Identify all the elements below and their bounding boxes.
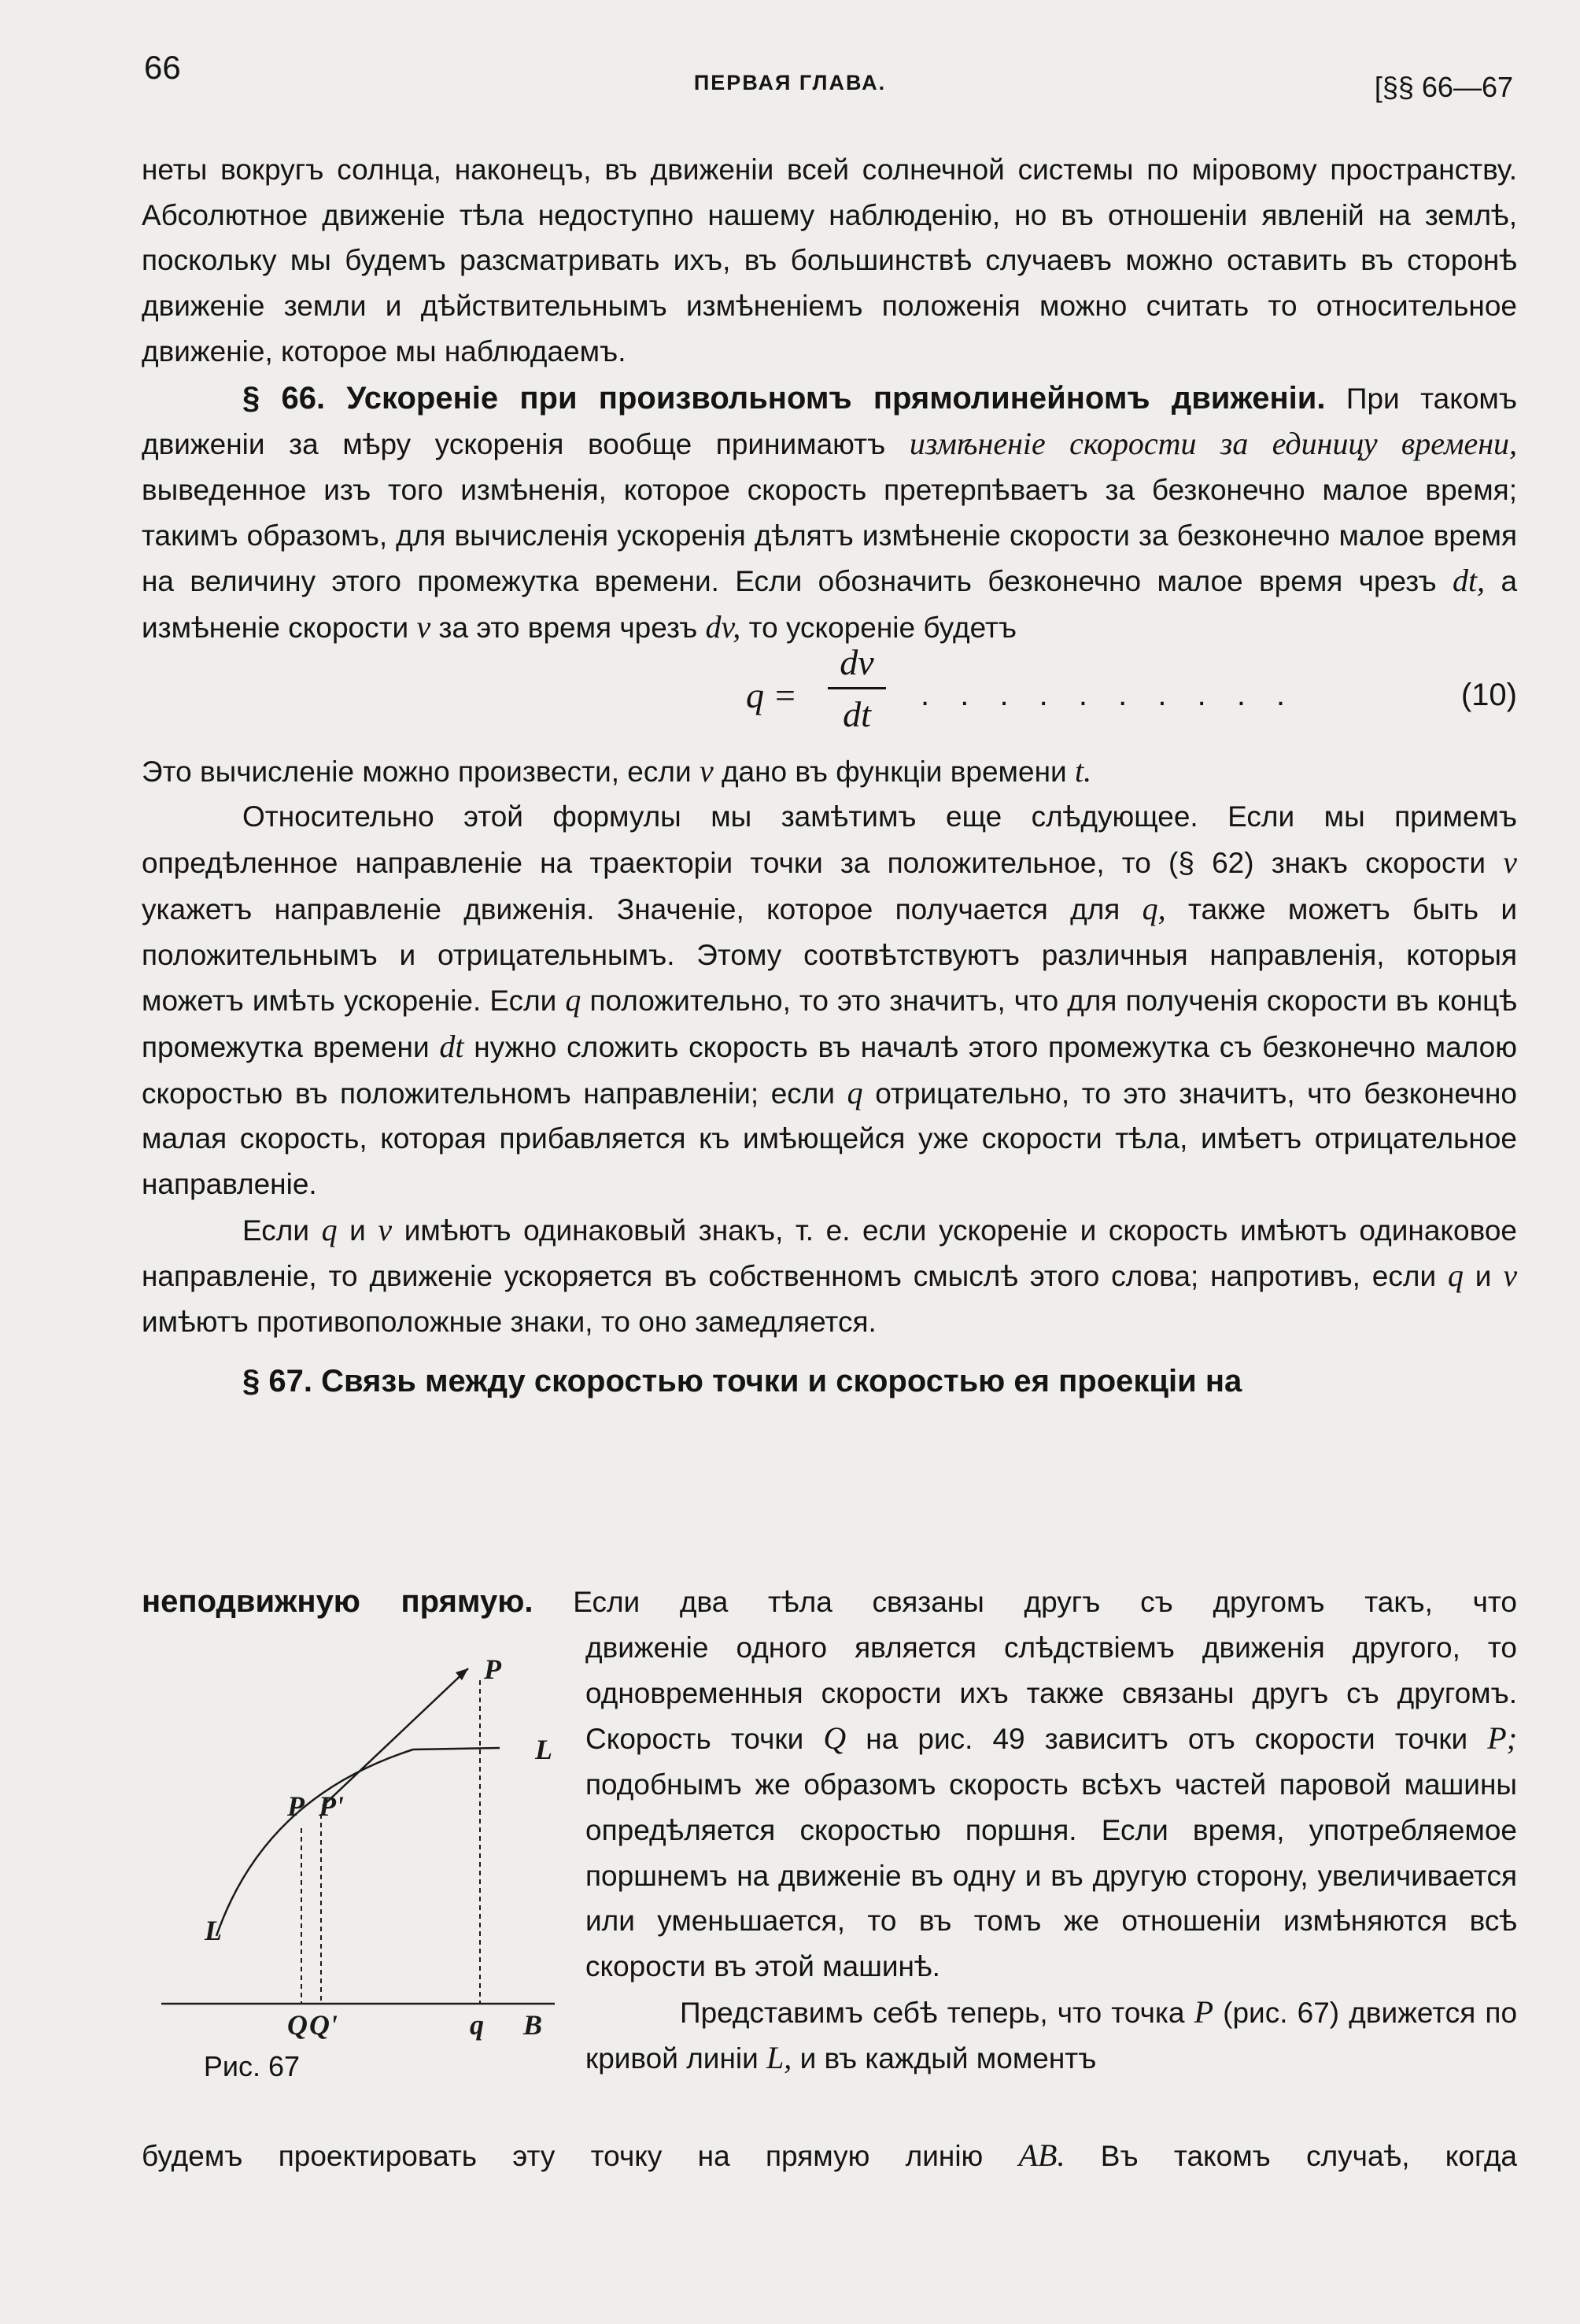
label-L-right: L <box>535 1734 552 1765</box>
label-P: P <box>287 1790 305 1822</box>
text-span: и въ каждый моментъ <box>799 2042 1097 2075</box>
formula-equals: = <box>775 674 796 715</box>
section-67-paragraph <box>585 1625 1517 1990</box>
math-q: q <box>565 982 581 1018</box>
section-67-heading-cont: неподвижную прямую. <box>142 1584 533 1619</box>
math-dt: dt, <box>1452 563 1486 599</box>
text-span: то ускореніе будетъ <box>748 611 1017 645</box>
text-span: также можетъ быть и положительнымъ и отрицательнымъ. Этому соотвѣтствуютъ различныя направленія, которыя можетъ имѣть ускореніе. Если <box>142 892 1518 1018</box>
text-span: Если <box>242 1214 310 1247</box>
text-span: отрицательно, то это значитъ, что безконечно малая скорость, которая прибавляется къ имѣющейся уже скорости тѣла, имѣетъ отрицательное направленіе. <box>142 1077 1517 1201</box>
section-67-wrapped-text <box>585 1625 1517 2082</box>
math-q: q, <box>1142 890 1166 926</box>
paragraph-acceleration-sign <box>142 1207 1517 1345</box>
math-P: P; <box>1487 1720 1518 1757</box>
label-L-left: L <box>205 1915 222 1946</box>
label-B: B <box>523 2009 543 2041</box>
text-span: и <box>349 1214 366 1247</box>
text-span: и <box>1475 1260 1492 1293</box>
math-v: v <box>1503 1258 1518 1294</box>
math-q: q <box>847 1074 863 1110</box>
text-span: движеніе одного является слѣдствіемъ движенія другого, то одновременныя скорости ихъ также связаны другъ съ другомъ. Скорость точки <box>585 1631 1517 1756</box>
math-v: v <box>1503 844 1518 881</box>
page-number: 66 <box>144 49 181 86</box>
formula-number: (10) <box>1460 677 1517 712</box>
math-P: P <box>1194 1993 1213 2030</box>
running-title: ПЕРВАЯ ГЛАВА. <box>693 71 887 94</box>
label-p-top: P <box>484 1653 501 1685</box>
text-span: укажетъ направленіе движенія. Значеніе, которое получается для <box>142 892 1120 926</box>
text-span: дано въ функціи времени <box>721 755 1067 788</box>
text-span: подобнымъ же образомъ скорость всѣхъ частей паровой машины опредѣляется скоростью поршня. Если время, употребляемое поршнемъ на движеніе въ одну и въ другую сторону, увеличивается или уменьшается, то въ томъ же отношеніи измѣняются всѣ скорости въ этой машинѣ. <box>585 1768 1517 1982</box>
text-span: имѣютъ одинаковый знакъ, т. е. если ускореніе и скорость имѣютъ одинаковое направленіе, то движеніе ускоряется въ собственномъ смыслѣ этого слова; напротивъ, если <box>142 1214 1518 1293</box>
tangent-line <box>323 1668 468 1806</box>
math-AB: AB. <box>1018 2137 1065 2173</box>
text-span: а измѣненіе скорости <box>142 565 1518 645</box>
paragraph-sign-of-velocity <box>142 794 1517 1206</box>
figure-67-diagram <box>153 1649 563 2105</box>
formula-lhs: q <box>746 674 764 715</box>
text-span: Если два тѣла связаны другъ съ другомъ такъ, что <box>573 1586 1517 1618</box>
label-Q: Q <box>287 2009 308 2041</box>
text-span: При такомъ движеніи за мѣру ускоренія вообще принимаютъ <box>142 382 1517 461</box>
math-q: q <box>1447 1258 1464 1294</box>
math-t: t. <box>1074 752 1092 789</box>
italic-text: измѣненіе скорости за единицу времени, <box>909 426 1518 462</box>
paragraph-continuation: неты вокругъ солнца, наконецъ, въ движеніи всей солнечной системы по міровому пространству. Абсолютное движеніе тѣла недоступно нашему наблюденію, но въ отношеніи явленій на землѣ, поскольку мы будемъ разсматривать ихъ, въ большинствѣ случаевъ можно оставить въ сторонѣ движеніе земли и дѣйствительнымъ измѣненіемъ положенія можно считать то относительное движеніе, которое мы наблюдаемъ. <box>142 153 1517 368</box>
text-span: будемъ проектировать эту точку на прямую линію <box>142 2140 984 2172</box>
figure-67 <box>153 1649 563 2105</box>
text-span: Представимъ себѣ теперь, что точка <box>680 1996 1185 2029</box>
formula-numerator: dv <box>840 641 874 682</box>
formula-denominator: dt <box>843 693 871 734</box>
section-66-paragraph <box>142 376 1517 651</box>
formula-leader-dots: . . . . . . . . . . <box>921 677 1297 712</box>
section-67-heading: § 67. Связь между скоростью точки и скоростью ея проекціи на <box>242 1363 1242 1398</box>
section-67-first-line <box>142 1580 1517 1625</box>
section-range: [§§ 66—67 <box>1374 71 1513 103</box>
math-Q: Q <box>823 1720 847 1757</box>
math-L: L, <box>766 2040 792 2076</box>
math-v: v <box>378 1211 393 1247</box>
text-span: выведенное изъ того измѣненія, которое скорость претерпѣваетъ за безконечно малое время; такимъ образомъ, для вычисленія ускоренія дѣлятъ измѣненіе скорости за безконечно малое время на величину этого промежутка времени. Если обозначить безконечно малое время чрезъ <box>142 473 1517 598</box>
text-span: Относительно этой формулы мы замѣтимъ еще слѣдующее. Если мы примемъ опредѣленное направленіе на траекторіи точки за положительное, то (§ 62) знакъ скорости <box>142 800 1517 880</box>
figure-caption: Рис. 67 <box>203 2050 301 2082</box>
last-line <box>142 2133 1517 2179</box>
fraction-bar <box>828 687 886 689</box>
math-v: v <box>416 609 431 645</box>
text-span: Въ такомъ случаѣ, когда <box>1100 2140 1517 2172</box>
text-span: нужно сложить скорость въ началѣ этого промежутка съ безконечно малою скоростью въ положительномъ направленіи; если <box>142 1030 1517 1110</box>
math-v: v <box>699 752 714 789</box>
main-text <box>142 147 1517 1405</box>
text-span: (рис. 67) движется по кривой линіи <box>585 1996 1518 2075</box>
label-Q-prime: Q' <box>309 2009 338 2041</box>
math-dt: dt <box>439 1028 464 1064</box>
paragraph-after-formula <box>142 748 1517 795</box>
text-span: положительно, то это значитъ, что для полученія скорости въ концѣ промежутка времени <box>142 985 1517 1063</box>
section-67-heading-second-line <box>142 1580 1517 1625</box>
label-P-prime: P' <box>319 1790 344 1822</box>
math-q: q <box>321 1211 338 1247</box>
curve-L <box>216 1748 500 1936</box>
section-67-paragraph-2 <box>585 1990 1517 2082</box>
section-66-heading: § 66. Ускореніе при произвольномъ прямолинейномъ движеніи. <box>242 380 1326 416</box>
page-header <box>0 49 1580 104</box>
math-dv: dv, <box>705 609 741 645</box>
section-67-heading-line <box>142 1359 1517 1405</box>
text-span: на рис. 49 зависитъ отъ скорости точки <box>866 1723 1468 1756</box>
formula-10 <box>142 641 1517 748</box>
text-span: имѣютъ противоположные знаки, то оно замедляется. <box>142 1306 877 1339</box>
text-span: Это вычисленіе можно произвести, если <box>142 755 692 788</box>
text-span: за это время чрезъ <box>438 611 698 645</box>
label-q: q <box>470 2009 484 2041</box>
